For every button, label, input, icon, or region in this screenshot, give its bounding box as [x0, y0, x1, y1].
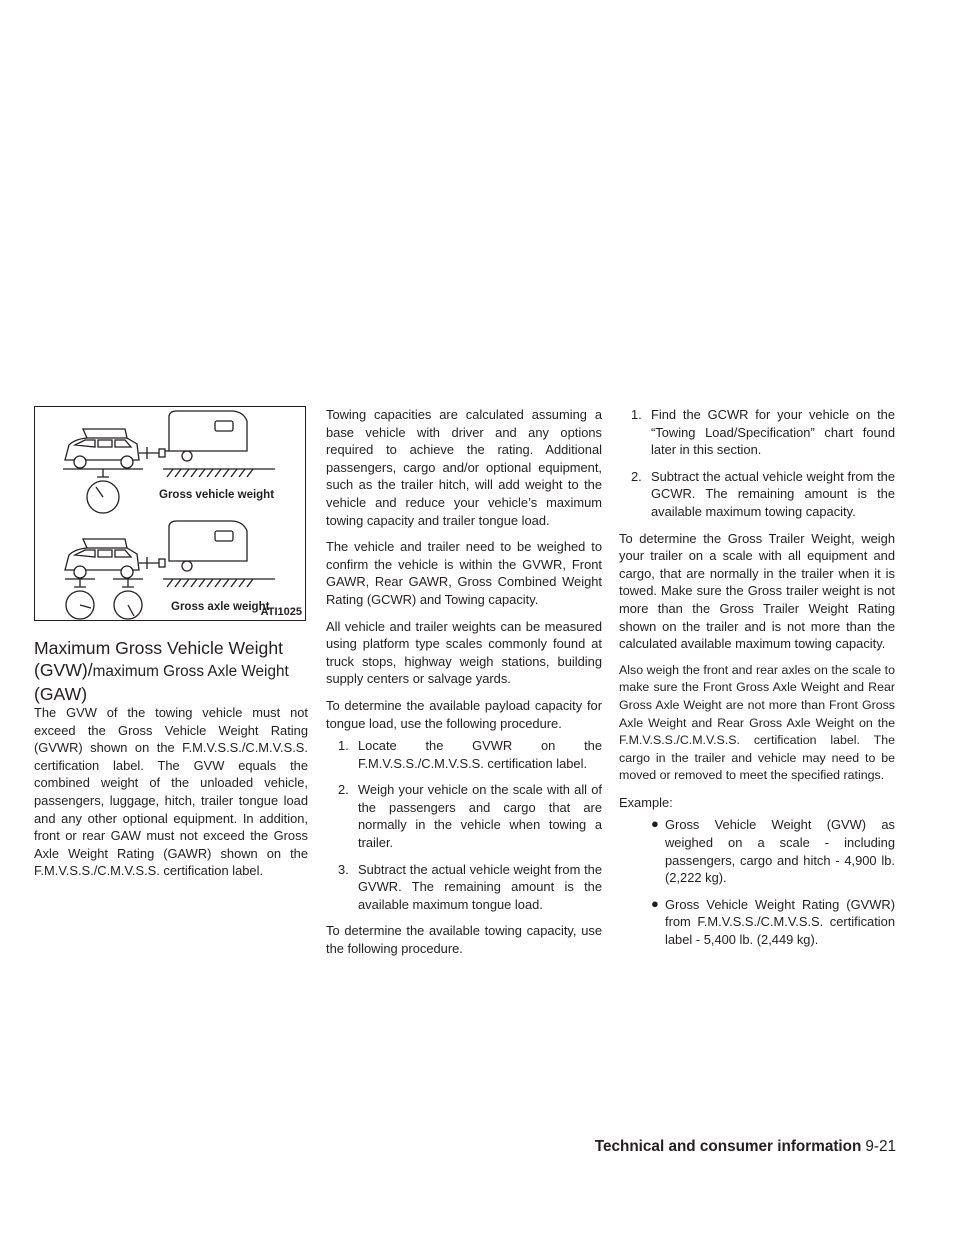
step-text: Find the GCWR for your vehicle on the “Towing Load/Specification” chart found later in this section.	[651, 407, 895, 458]
axle-weight-paragraph: Also weigh the front and rear axles on the scale to make sure the Front Gross Axle Weight and Rear Gross Axle Weight are not more than Front Gross Axle Weight and Rear Gross Axle Weight on the F.M.V.S.S./C.M.V.S.S. certification label. The cargo in the trailer and vehicle may need to be moved or removed to meet the specified ratings.	[619, 662, 895, 783]
step-text: Locate the GVWR on the F.M.V.S.S./C.M.V.S.S. certification label.	[358, 738, 602, 771]
list-item	[326, 781, 602, 851]
scales-paragraph: All vehicle and trailer weights can be measured using platform type scales commonly found at truck stops, highway weigh stations, building supply centers or salvage yards.	[326, 618, 602, 687]
page-number: 9-21	[865, 1138, 896, 1155]
bullet-text: Gross Vehicle Weight (GVW) as weighed on a scale - including passengers, cargo and hitch - 4,900 lb. (2,222 kg).	[665, 817, 895, 886]
step-number: 2.	[631, 468, 642, 484]
towing-weight-figure	[34, 406, 306, 621]
weigh-paragraph: The vehicle and trailer need to be weighed to confirm the vehicle is within the GVWR, Front GAWR, Rear GAWR, Gross Combined Weight Rating (GCWR) and Towing capacity.	[326, 539, 602, 607]
towing-steps-list	[619, 406, 895, 521]
column-3	[619, 406, 895, 949]
vehicle-scale-illustration	[35, 407, 305, 620]
list-item	[326, 861, 602, 914]
section-title-end: (GAW)	[34, 684, 88, 704]
figure-code: ATI1025	[260, 606, 302, 618]
section-title	[34, 637, 308, 705]
step-number: 2.	[338, 782, 349, 798]
bullet-icon: ●	[651, 816, 659, 832]
bullet-text: Gross Vehicle Weight Rating (GVWR) from F.M.V.S.S./C.M.V.S.S. certification label - 5,400 lb. (2,449 kg).	[665, 896, 895, 948]
gross-axle-weight-label: Gross axle weight	[171, 601, 270, 613]
section-title-main: Maximum Gross Vehicle Weight (GVW)/	[34, 638, 284, 680]
footer-section-title: Technical and consumer information	[594, 1138, 862, 1155]
step-number: 3.	[338, 861, 349, 877]
bullet-icon: ●	[651, 895, 659, 911]
section-title-small: maximum Gross Axle Weight	[92, 663, 289, 680]
page-footer	[595, 1137, 896, 1157]
towing-intro-paragraph: To determine the available towing capacity, use the following procedure.	[326, 923, 602, 957]
trailer-weight-paragraph: To determine the Gross Trailer Weight, weigh your trailer on a scale with all equipment and cargo, that are normally in the trailer when it is towed. Make sure the Gross trailer weight is not more than the Gross Trailer Weight Rating shown on the trailer and is not more than the calculated available maximum towing capacity.	[619, 530, 895, 652]
step-number: 1.	[338, 738, 349, 754]
example-label: Example:	[619, 794, 673, 810]
payload-steps-list	[326, 737, 602, 913]
list-item	[619, 468, 895, 521]
gvw-paragraph: The GVW of the towing vehicle must not exceed the Gross Vehicle Weight Rating (GVWR) shown on the F.M.V.S.S./C.M.V.S.S. certification label. The GVW equals the combined weight of the unloaded vehicle, passengers, luggage, hitch, trailer tongue load and any other optional equipment. In addition, front or rear GAW must not exceed the Gross Axle Weight Rating (GAWR) shown on the F.M.V.S.S./C.M.V.S.S. certification label.	[34, 705, 308, 879]
list-item	[619, 406, 895, 459]
list-item	[619, 816, 895, 886]
payload-intro-paragraph: To determine the available payload capacity for tongue load, use the following procedure.	[326, 697, 602, 731]
example-bullets	[619, 816, 895, 948]
step-number: 1.	[631, 407, 642, 422]
column-1	[34, 704, 308, 880]
list-item	[619, 896, 895, 949]
column-2	[326, 406, 602, 958]
step-text: Subtract the actual vehicle weight from the GVWR. The remaining amount is the available maximum tongue load.	[358, 861, 602, 912]
step-text: Weigh your vehicle on the scale with all of the passengers and cargo that are normally in the vehicle when towing a trailer.	[358, 782, 602, 851]
towing-capacity-paragraph: Towing capacities are calculated assuming a base vehicle with driver and any options required to achieve the rating. Additional passengers, cargo and/or optional equipment, such as the trailer hitch, will add weight to the vehicle and reduce your vehicle’s maximum towing capacity and trailer tongue load.	[326, 407, 602, 528]
list-item	[326, 737, 602, 772]
step-text: Subtract the actual vehicle weight from the GCWR. The remaining amount is the available maximum towing capacity.	[651, 468, 895, 519]
gross-vehicle-weight-label: Gross vehicle weight	[159, 489, 275, 501]
